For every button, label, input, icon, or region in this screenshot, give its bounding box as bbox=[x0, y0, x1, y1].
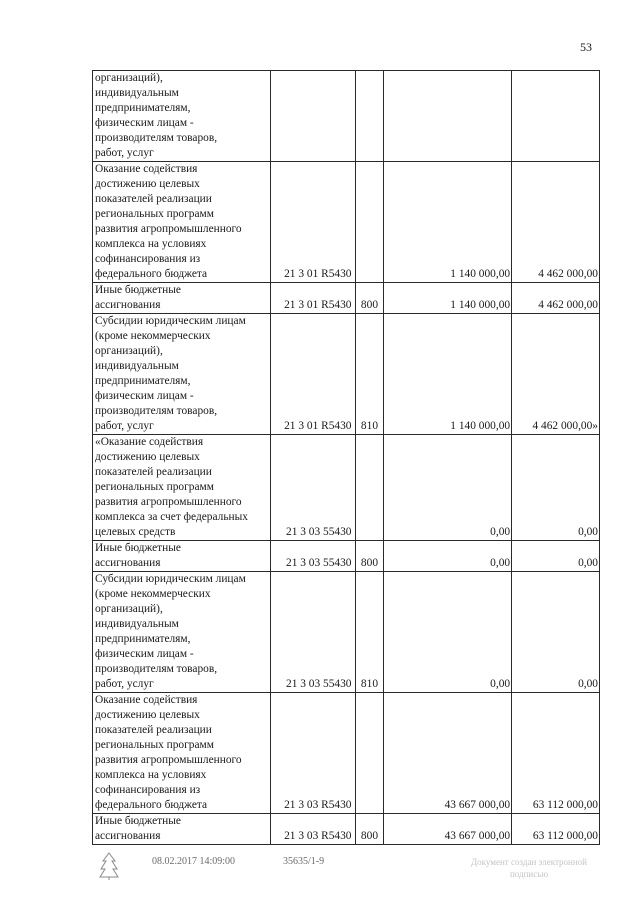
target-code-cell: 21 3 03 55430 bbox=[270, 572, 355, 693]
watermark-line-1: Документ создан электронной bbox=[471, 857, 587, 867]
amount-cell-2: 63 112 000,00 bbox=[512, 693, 600, 814]
amount-cell-2: 0,00 bbox=[512, 572, 600, 693]
target-code-cell: 21 3 03 55430 bbox=[270, 541, 355, 572]
amount-cell-1: 0,00 bbox=[384, 541, 512, 572]
page-number: 53 bbox=[580, 40, 592, 54]
row-name-cell: Субсидии юридическим лицам (кроме некоммерческих организаций), индивидуальным предпринимателям, физическим лицам - производителям товаров, работ, услуг bbox=[93, 314, 271, 435]
expense-type-cell bbox=[355, 693, 384, 814]
expense-type-cell: 800 bbox=[355, 814, 384, 845]
amount-cell-1: 0,00 bbox=[384, 572, 512, 693]
watermark-line-2: подписью bbox=[509, 869, 549, 879]
target-code-cell bbox=[270, 71, 355, 162]
row-name-cell: Оказание содействия достижению целевых показателей реализации региональных программ развития агропромышленного комплекса на условиях софинансирования из федерального бюджета bbox=[93, 162, 271, 283]
table-row bbox=[93, 572, 600, 693]
row-name-cell: Иные бюджетные ассигнования bbox=[93, 814, 271, 845]
target-code-cell: 21 3 03 R5430 bbox=[270, 814, 355, 845]
amount-cell-1: 1 140 000,00 bbox=[384, 162, 512, 283]
amount-cell-1: 1 140 000,00 bbox=[384, 283, 512, 314]
expense-type-cell bbox=[355, 162, 384, 283]
table-row bbox=[93, 283, 600, 314]
table-row bbox=[93, 71, 600, 162]
electronic-signature-watermark bbox=[454, 856, 604, 880]
budget-table-body bbox=[93, 71, 600, 845]
target-code-cell: 21 3 01 R5430 bbox=[270, 314, 355, 435]
target-code-cell: 21 3 03 55430 bbox=[270, 435, 355, 541]
amount-cell-2: 4 462 000,00 bbox=[512, 283, 600, 314]
expense-type-cell bbox=[355, 71, 384, 162]
budget-table bbox=[92, 70, 600, 845]
row-name-cell: Иные бюджетные ассигнования bbox=[93, 541, 271, 572]
expense-type-cell: 800 bbox=[355, 541, 384, 572]
amount-cell-2: 0,00 bbox=[512, 541, 600, 572]
amount-cell-1 bbox=[384, 71, 512, 162]
amount-cell-2: 4 462 000,00» bbox=[512, 314, 600, 435]
footer-print-date: 08.02.2017 14:09:00 bbox=[152, 856, 236, 867]
expense-type-cell: 810 bbox=[355, 314, 384, 435]
amount-cell-1: 0,00 bbox=[384, 435, 512, 541]
target-code-cell: 21 3 01 R5430 bbox=[270, 162, 355, 283]
target-code-cell: 21 3 01 R5430 bbox=[270, 283, 355, 314]
expense-type-cell: 810 bbox=[355, 572, 384, 693]
table-row bbox=[93, 541, 600, 572]
table-row bbox=[93, 162, 600, 283]
stamp-icon bbox=[98, 851, 120, 881]
table-row bbox=[93, 693, 600, 814]
row-name-cell: Субсидии юридическим лицам (кроме некоммерческих организаций), индивидуальным предпринимателям, физическим лицам - производителям товаров, работ, услуг bbox=[93, 572, 271, 693]
amount-cell-2: 63 112 000,00 bbox=[512, 814, 600, 845]
amount-cell-2 bbox=[512, 71, 600, 162]
amount-cell-1: 43 667 000,00 bbox=[384, 693, 512, 814]
amount-cell-2: 4 462 000,00 bbox=[512, 162, 600, 283]
expense-type-cell bbox=[355, 435, 384, 541]
footer-document-number: 35635/1-9 bbox=[283, 856, 325, 867]
amount-cell-1: 1 140 000,00 bbox=[384, 314, 512, 435]
target-code-cell: 21 3 03 R5430 bbox=[270, 693, 355, 814]
table-row bbox=[93, 814, 600, 845]
row-name-cell: «Оказание содействия достижению целевых показателей реализации региональных программ развития агропромышленного комплекса за счет федеральных целевых средств bbox=[93, 435, 271, 541]
table-row bbox=[93, 435, 600, 541]
amount-cell-2: 0,00 bbox=[512, 435, 600, 541]
table-row bbox=[93, 314, 600, 435]
row-name-cell: Иные бюджетные ассигнования bbox=[93, 283, 271, 314]
expense-type-cell: 800 bbox=[355, 283, 384, 314]
row-name-cell: Оказание содействия достижению целевых показателей реализации региональных программ развития агропромышленного комплекса на условиях софинансирования из федерального бюджета bbox=[93, 693, 271, 814]
amount-cell-1: 43 667 000,00 bbox=[384, 814, 512, 845]
row-name-cell: организаций), индивидуальным предпринимателям, физическим лицам - производителям товаров, работ, услуг bbox=[93, 71, 271, 162]
